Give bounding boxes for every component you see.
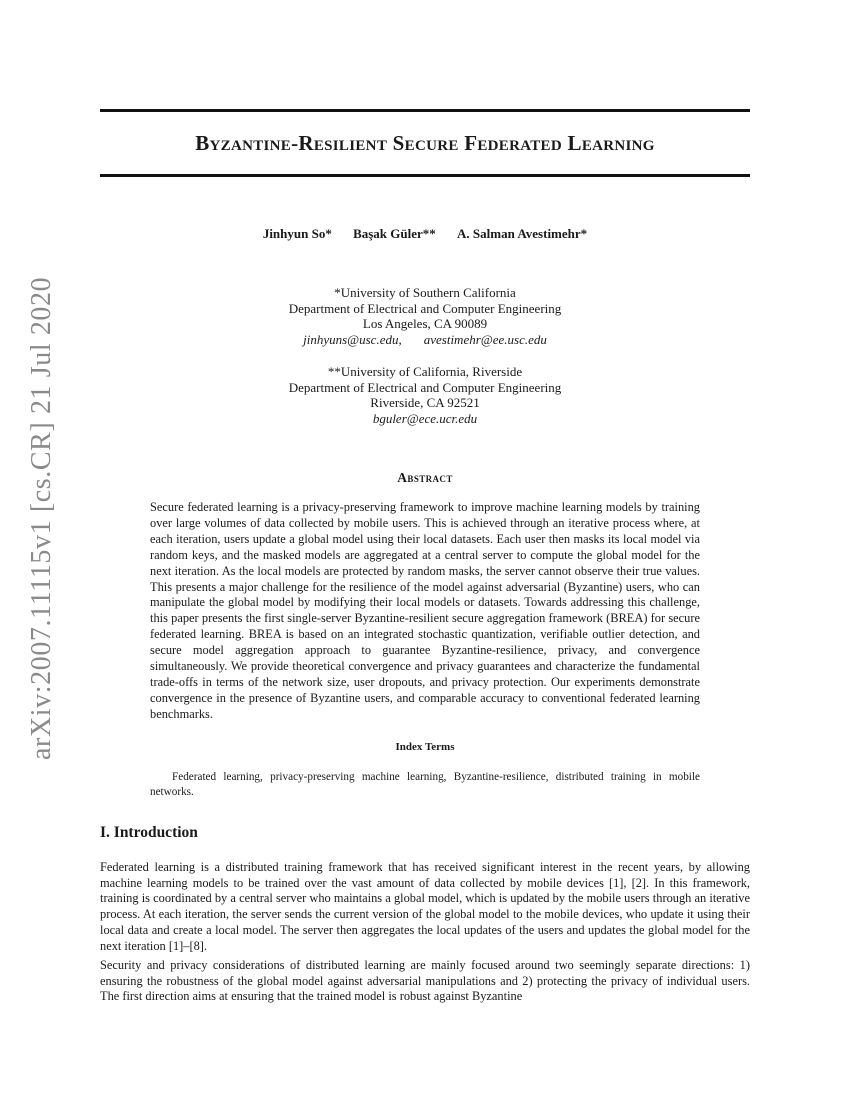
abstract-text: Secure federated learning is a privacy-preserving framework to improve machine learning models by training over large volumes of data collected by mobile users. This is achieved through an iterative process where, at each iteration, users update a global model using their local datasets. Each user then masks its local model via random keys, and the masked models are aggregated at a central server to compute the global model for the next iteration. As the local models are protected by random masks, the server cannot observe their true values. This presents a major challenge for the resilience of the model against adversarial (Byzantine) users, who can manipulate the global model by modifying their local models or datasets. Towards addressing this challenge, this paper presents the first single-server Byzantine-resilient secure aggregation framework (BREA) for secure federated learning. BREA is based on an integrated stochastic quantization, verifiable outlier detection, and secure model aggregation approach to guarantee Byzantine-resilience, privacy, and convergence simultaneously. We provide theoretical convergence and privacy guarantees and characterize the fundamental trade-offs in terms of the network size, user dropouts, and privacy protection. Our experiments demonstrate convergence in the presence of Byzantine users, and comparable accuracy to conventional federated learning benchmarks.: [150, 500, 700, 721]
arxiv-side-stamp: arXiv:2007.11115v1 [cs.CR] 21 Jul 2020: [26, 276, 57, 760]
affiliation-usc: [100, 285, 750, 348]
intro-paragraph: Security and privacy considerations of distributed learning are mainly focused around two seemingly separate directions: 1) ensuring the robustness of the global model against adversarial manipulations and 2) protecting the privacy of individual users. The first direction aims at ensuring that the trained model is robust against Byzantine: [100, 958, 750, 1004]
affiliation-dept: Department of Electrical and Computer Engineering: [288, 379, 562, 395]
index-terms-heading: Index Terms: [395, 741, 455, 753]
intro-paragraph: Federated learning is a distributed training framework that has received significant interest in the recent years, by allowing machine learning models to be trained over the vast amount of data collected by mobile devices [1], [2]. In this framework, training is coordinated by a central server who maintains a global model, which is updated by the mobile users through an iterative process. At each iteration, the server sends the current version of the global model to the mobile devices, who update it using their local data and create a local model. The server then aggregates the local updates of the users and updates the global model for the next iteration [1]–[8].: [100, 860, 750, 953]
affiliation-name: *University of Southern California: [334, 285, 516, 300]
author-email: bguler@ece.ucr.edu: [372, 411, 478, 427]
affiliation-location: Riverside, CA 92521: [370, 395, 480, 411]
author-email: avestimehr@ee.usc.edu: [423, 332, 547, 348]
author-list: [100, 226, 750, 242]
author-email: jinhyuns@usc.edu,: [303, 332, 402, 348]
author-name: Jinhyun So*: [262, 226, 332, 241]
abstract-heading: Abstract: [397, 470, 453, 485]
title-top-rule: [100, 109, 750, 112]
affiliation-location: Los Angeles, CA 90089: [362, 316, 488, 332]
affiliation-ucr: [100, 364, 750, 427]
title-bottom-rule: [100, 174, 750, 177]
index-terms-text: Federated learning, privacy-preserving machine learning, Byzantine-resilience, distributed training in mobile networks.: [150, 771, 700, 798]
affiliation-dept: Department of Electrical and Computer Engineering: [288, 300, 562, 316]
paper-title: Byzantine-Resilient Secure Federated Learning: [195, 131, 655, 155]
affiliation-name: **University of California, Riverside: [327, 364, 523, 379]
author-name: Başak Güler**: [353, 226, 436, 241]
section-heading: I. Introduction: [100, 824, 198, 841]
author-name: A. Salman Avestimehr*: [457, 226, 588, 241]
